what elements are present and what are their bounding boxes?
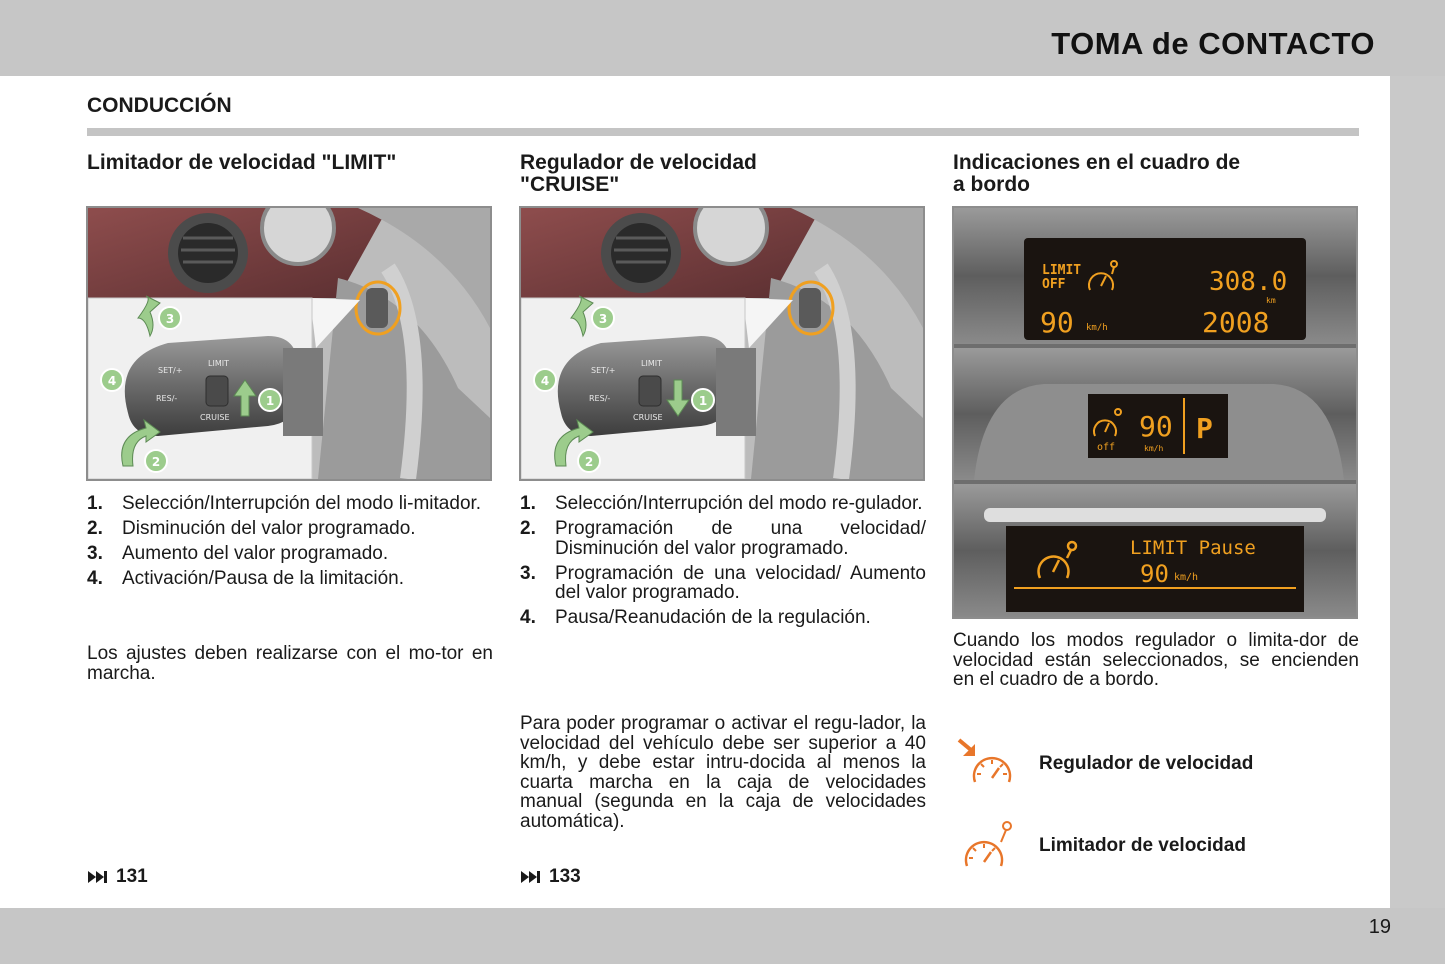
dashboard-displays-figure <box>952 206 1358 619</box>
svg-text:4: 4 <box>540 374 550 388</box>
callout-2 <box>578 450 600 472</box>
svg-text:1: 1 <box>698 394 708 408</box>
list-item: 4. Activación/Pausa de la limitación. <box>87 568 404 589</box>
limit-stalk-figure <box>86 206 492 481</box>
svg-text:OFF: OFF <box>1042 277 1066 292</box>
svg-text:km: km <box>1266 296 1276 305</box>
stalk-illustration <box>88 208 490 479</box>
page-ref-number: 133 <box>549 866 581 887</box>
list-item: 3. Programación de una velocidad/ Aumento del valor programado. <box>520 562 926 603</box>
svg-text:308.0: 308.0 <box>1209 267 1288 297</box>
cruise-control-icon <box>955 736 1017 792</box>
callout-2 <box>145 450 167 472</box>
svg-text:90: 90 <box>1040 306 1074 339</box>
stalk-label-cruise: CRUISE <box>633 413 663 422</box>
cruise-stalk-figure <box>519 206 925 481</box>
page-number: 19 <box>1368 916 1391 938</box>
limit-note: Los ajustes deben realizarse con el mo-tor en marcha. <box>87 643 493 684</box>
svg-text:P: P <box>1196 412 1213 445</box>
cruise-steps-list <box>520 494 926 633</box>
limit-page-reference[interactable] <box>88 866 148 888</box>
legend-limiter <box>955 818 1246 874</box>
stalk-label-limit: LIMIT <box>641 359 662 368</box>
legend-label: Limitador de velocidad <box>1039 835 1246 856</box>
cruise-note: Para poder programar o activar el regu-lador, la velocidad del vehículo debe ser superior a 40 km/h, y debe estar intru-docida al menos la cuarta marcha en la caja de velocidades manual (segunda en la caja de velocidades automática). <box>520 713 926 832</box>
callout-4 <box>101 369 123 391</box>
cruise-column-title: Regulador de velocidad "CRUISE" <box>520 151 757 196</box>
svg-text:1: 1 <box>265 394 275 408</box>
instrument-panel-illustration <box>954 208 1356 617</box>
stalk-label-set: SET/+ <box>591 366 616 375</box>
svg-text:km/h: km/h <box>1144 444 1164 453</box>
callout-4 <box>534 369 556 391</box>
stalk-label-res: RES/- <box>589 394 611 403</box>
svg-text:2: 2 <box>151 455 161 469</box>
svg-text:2: 2 <box>584 455 594 469</box>
svg-text:3: 3 <box>598 312 608 326</box>
list-item: 3. Aumento del valor programado. <box>87 543 389 564</box>
callout-1 <box>692 389 714 411</box>
stalk-illustration <box>521 208 923 479</box>
fast-forward-icon <box>88 870 108 884</box>
dashboard-column-title: Indicaciones en el cuadro de a bordo <box>953 151 1241 196</box>
limit-steps-list <box>87 494 493 594</box>
svg-text:LIMIT Pause: LIMIT Pause <box>1130 537 1256 559</box>
svg-text:km/h: km/h <box>1086 323 1108 333</box>
legend-cruise <box>955 736 1253 792</box>
section-divider <box>87 128 1359 136</box>
list-item: 2. Programación de una velocidad/ Disminución del valor programado. <box>520 518 926 559</box>
cruise-page-reference[interactable] <box>521 866 581 888</box>
speed-limiter-icon <box>955 818 1017 874</box>
callout-3 <box>592 307 614 329</box>
list-item: 1. Selección/Interrupción del modo li-mitador. <box>87 493 482 514</box>
svg-text:LIMIT: LIMIT <box>1042 263 1082 278</box>
page-footer <box>0 908 1445 964</box>
stalk-label-cruise: CRUISE <box>200 413 230 422</box>
stalk-label-set: SET/+ <box>158 366 183 375</box>
svg-text:4: 4 <box>107 374 117 388</box>
chapter-title: TOMA de CONTACTO <box>1051 26 1375 61</box>
callout-3 <box>159 307 181 329</box>
svg-text:90: 90 <box>1140 560 1169 588</box>
dashboard-description: Cuando los modos regulador o limita-dor de velocidad están seleccionados, se encienden en el cuadro de a bordo. <box>953 630 1359 690</box>
page-ref-number: 131 <box>116 866 148 887</box>
section-title: CONDUCCIÓN <box>87 94 232 117</box>
limit-column-title: Limitador de velocidad "LIMIT" <box>87 151 397 174</box>
svg-text:90: 90 <box>1139 410 1173 443</box>
list-item: 2. Disminución del valor programado. <box>87 518 416 539</box>
svg-text:off: off <box>1097 442 1116 453</box>
svg-text:km/h: km/h <box>1174 572 1199 583</box>
list-item: 1. Selección/Interrupción del modo re-gulador. <box>520 493 923 514</box>
svg-text:2008: 2008 <box>1202 306 1270 339</box>
svg-text:3: 3 <box>165 312 175 326</box>
legend-label: Regulador de velocidad <box>1039 753 1254 774</box>
fast-forward-icon <box>521 870 541 884</box>
list-item: 4. Pausa/Reanudación de la regulación. <box>520 607 871 628</box>
stalk-label-limit: LIMIT <box>208 359 229 368</box>
callout-1 <box>259 389 281 411</box>
stalk-label-res: RES/- <box>156 394 178 403</box>
